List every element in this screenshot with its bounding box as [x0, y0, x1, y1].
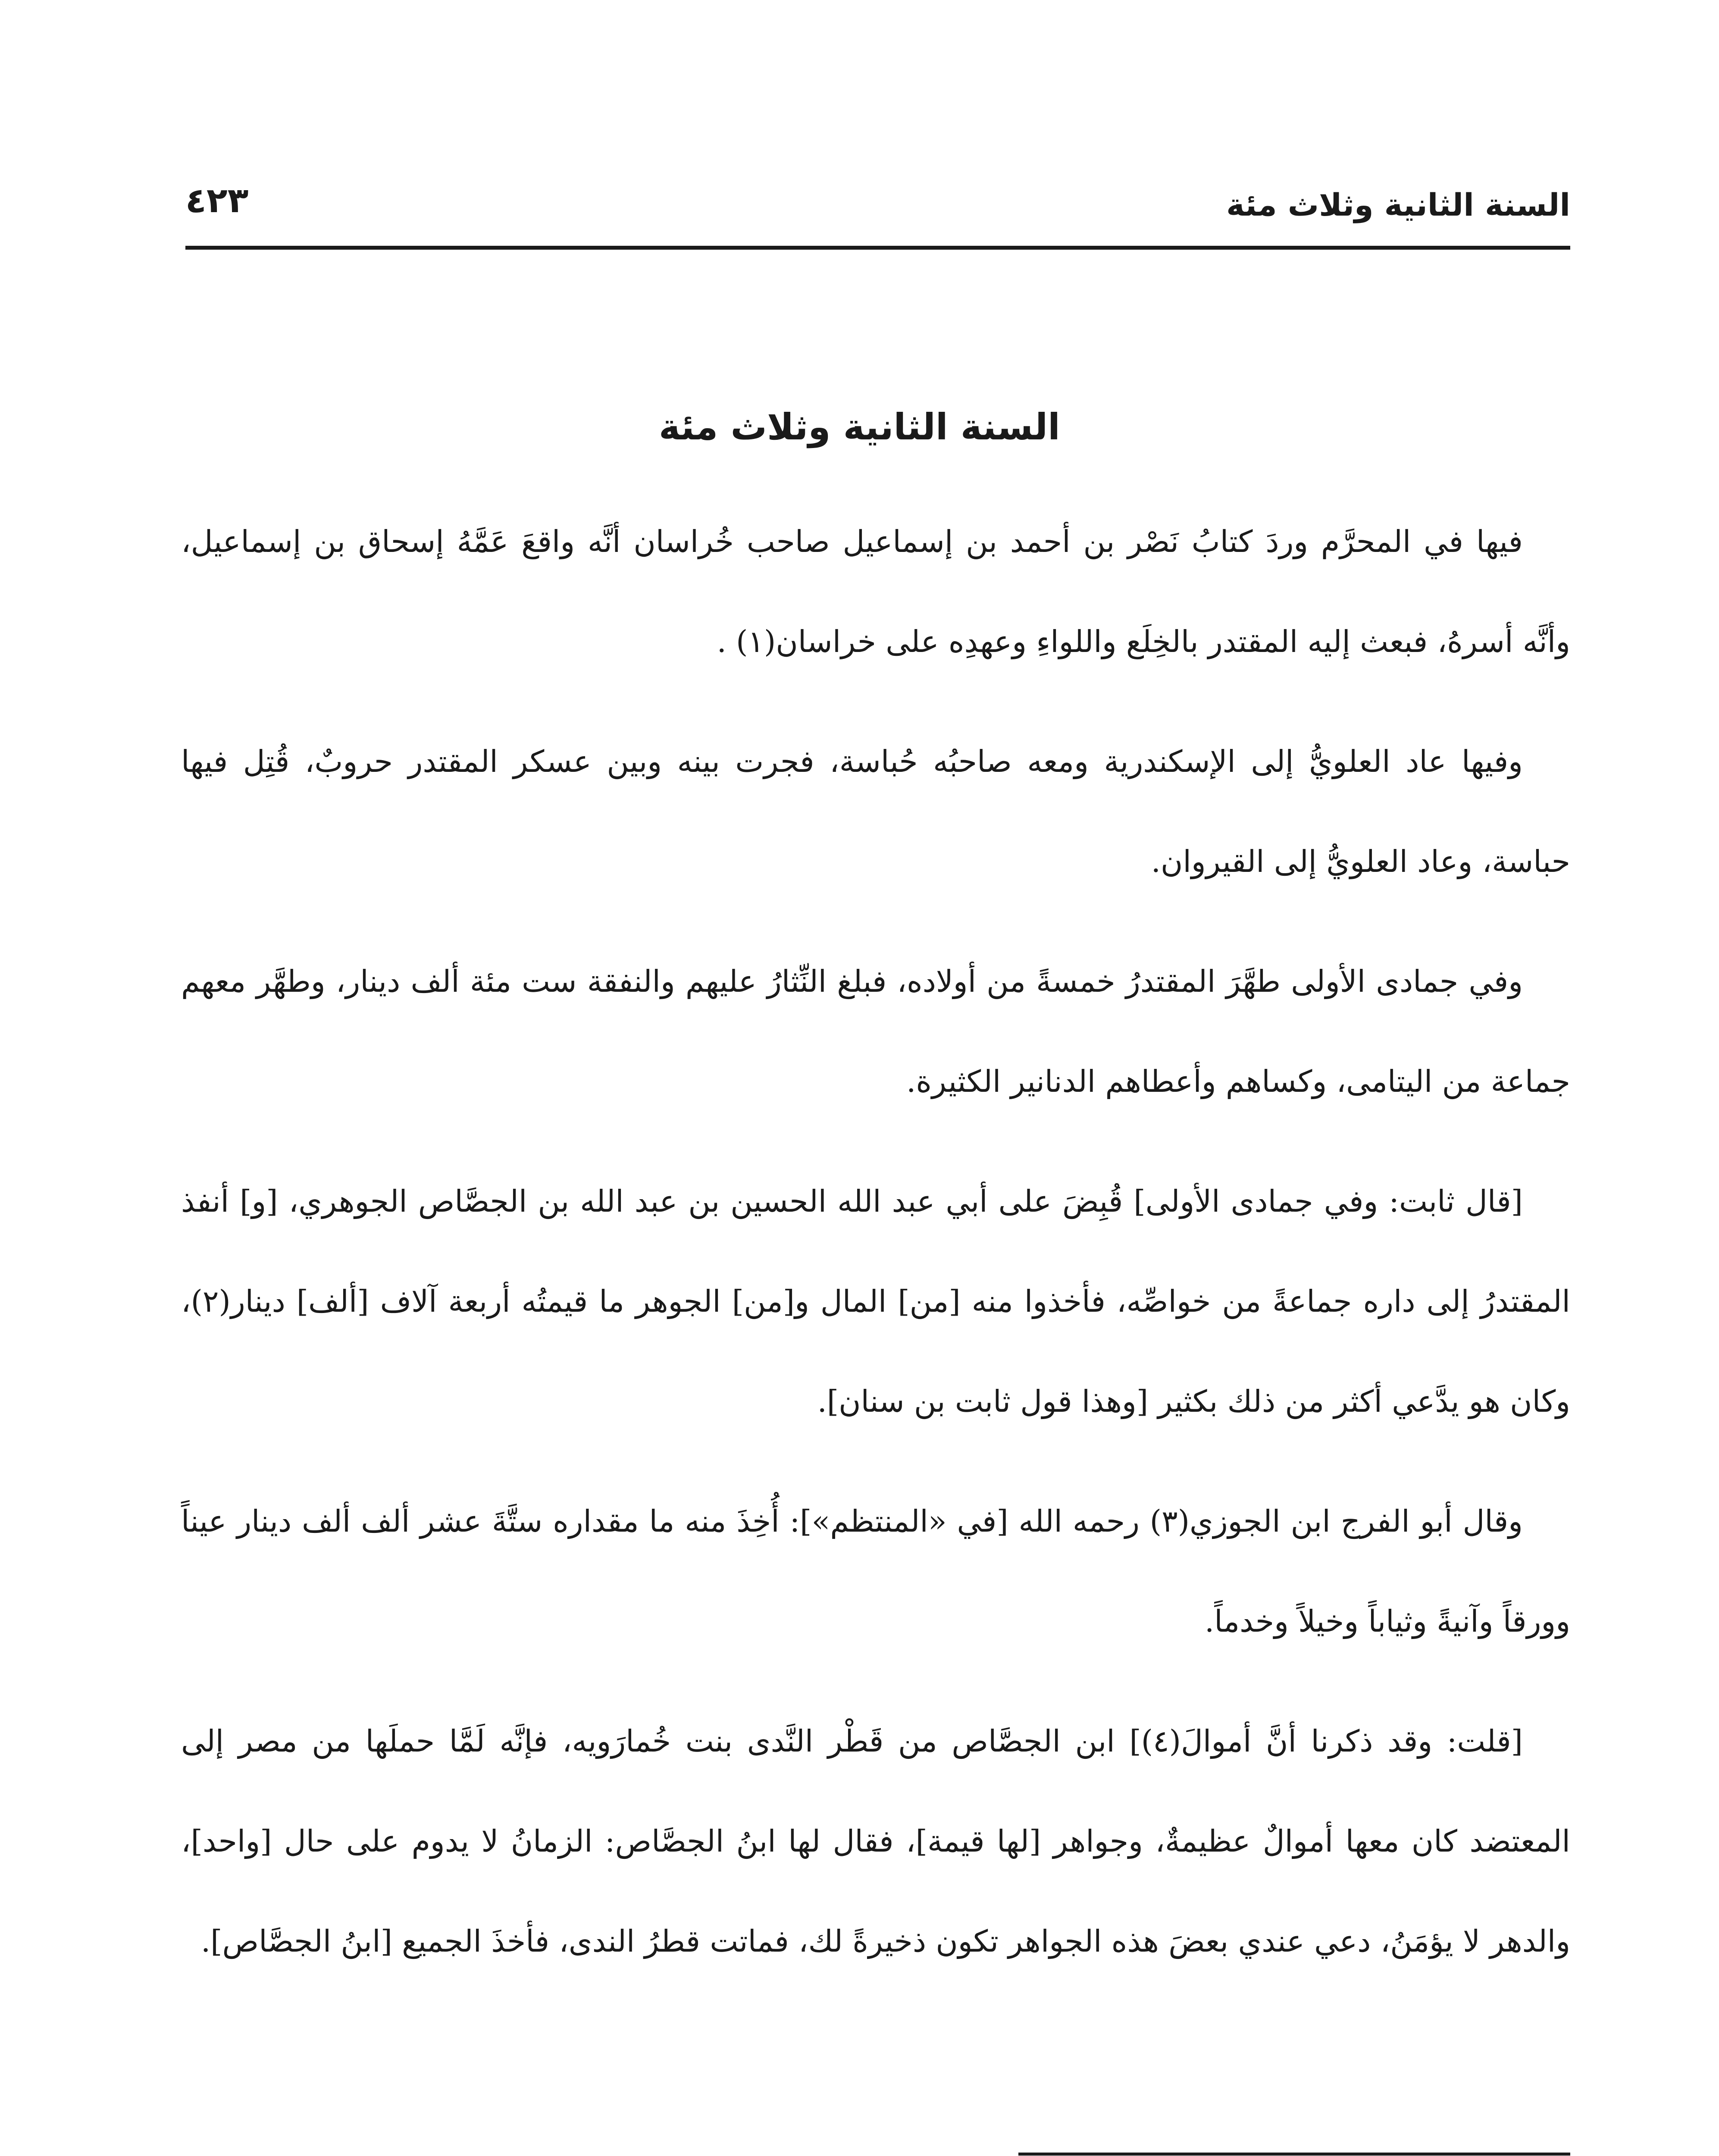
paragraph: [قلت: وقد ذكرنا أنَّ أموالَ(٤)] ابن الجصَّاص من قَطْر النَّدى بنت خُمارَويه، فإنَّه لَمَّا حملَها من مصر إلى المعتضد كان معها أموالٌ عظيمةٌ، وجواهر [لها قيمة]، فقال لها ابنُ الجصَّاص: الزمانُ لا يدوم على حال [واحد]، والدهر لا يؤمَنُ، دعي عندي بعضَ هذه الجواهر تكون ذخيرةً لك، فماتت قطرُ الندى، فأخذَ الجميع [ابنُ الجصَّاص]. [181, 1724, 1570, 1959]
running-title: السنة الثانية وثلاث مئة [1226, 187, 1570, 223]
page-number: ٤٢٣ [185, 180, 249, 220]
paragraph: وفيها عاد العلويُّ إلى الإسكندرية ومعه صاحبُه حُباسة، فجرت بينه وبين عسكر المقتدر حروبٌ، قُتِل فيها حباسة، وعاد العلويُّ إلى القيروان. [181, 744, 1570, 879]
paragraph: [قال ثابت: وفي جمادى الأولى] قُبِضَ على أبي عبد الله الحسين بن عبد الله بن الجصَّاص الجوهري، [و] أنفذ المقتدرُ إلى داره جماعةً من خواصِّه، فأخذوا منه [من] المال و[من] الجوهر ما قيمتُه أربعة آلاف [ألف] دينار(٢)، وكان هو يدَّعي أكثر من ذلك بكثير [وهذا قول ثابت بن سنان]. [181, 1184, 1570, 1419]
paragraph: وقال أبو الفرج ابن الجوزي(٣) رحمه الله [في «المنتظم»]: أُخِذَ منه ما مقداره ستَّةَ عشر ألف ألف دينار عيناً وورقاً وآنيةً وثياباً وخيلاً وخدماً. [181, 1504, 1570, 1639]
main-text [181, 492, 1570, 2011]
paragraph: وفي جمادى الأولى طهَّرَ المقتدرُ خمسةً من أولاده، فبلغ النِّثارُ عليهم والنفقة ست مئة ألف دينار، وطهَّر معهم جماعة من اليتامى، وكساهم وأعطاهم الدنانير الكثيرة. [181, 964, 1570, 1099]
header-divider [185, 246, 1570, 250]
chapter-title: السنة الثانية وثلاث مئة [659, 406, 1060, 448]
running-header [185, 172, 1570, 237]
footnote-divider [1018, 2153, 1570, 2156]
paragraph: فيها في المحرَّم وردَ كتابُ نَصْر بن أحمد بن إسماعيل صاحب خُراسان أنَّه واقعَ عَمَّهُ إسحاق بن إسماعيل، وأنَّه أسرهُ، فبعث إليه المقتدر بالخِلَع واللواءِ وعهدِه على خراسان(١) . [181, 524, 1570, 659]
